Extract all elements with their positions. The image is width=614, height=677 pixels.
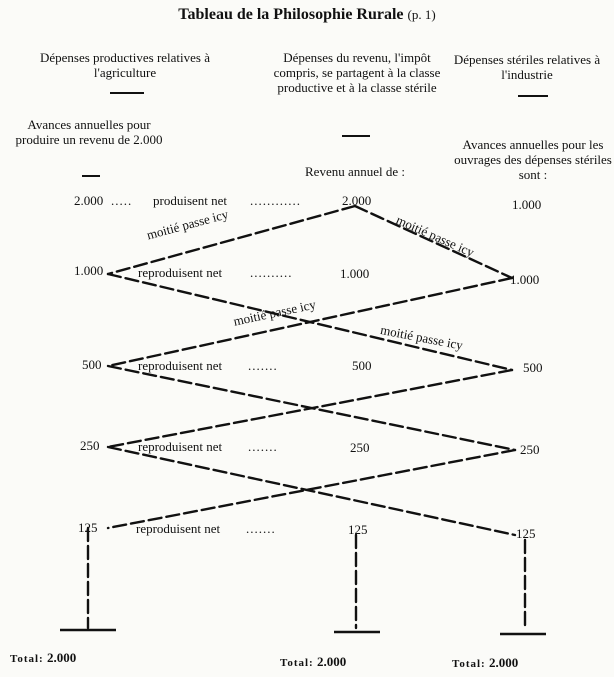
page-reference: (p. 1) xyxy=(407,7,436,22)
row-4-label: reproduisent net xyxy=(138,439,223,454)
right-column-header: Dépenses stériles relatives à l'industrie xyxy=(453,52,601,82)
left-column-header: Dépenses productives relatives à l'agriculture xyxy=(39,50,211,80)
row-3-dots: ....... xyxy=(248,358,278,373)
total-left xyxy=(10,650,76,666)
row-1-right-value: 1.000 xyxy=(512,197,542,212)
row-2-middle-value: 1.000 xyxy=(340,266,370,281)
right-column-subheader: Avances annuelles pour les ouvrages des dépenses stériles sont : xyxy=(454,137,612,182)
row-5-middle-value: 125 xyxy=(348,522,368,537)
row-4-left-value: 250 xyxy=(80,438,100,453)
row-3-right-value: 500 xyxy=(523,360,543,375)
middle-column-subheader: Revenu annuel de : xyxy=(305,164,405,179)
row-2-label: reproduisent net xyxy=(138,265,223,280)
flow-line-right250-to-left125 xyxy=(108,450,515,528)
row-3-left-value: 500 xyxy=(82,357,102,372)
row-2-right-value: 1.000 xyxy=(510,272,540,287)
row-1-label: produisent net xyxy=(153,193,228,208)
row-4-dots: ....... xyxy=(248,439,278,454)
row-2-left-value: 1.000 xyxy=(74,263,104,278)
row-5-right-value: 125 xyxy=(516,526,536,541)
middle-column-header: Dépenses du revenu, l'impôt compris, se partagent à la classe productive et à la classe stérile xyxy=(273,50,441,95)
total-middle-value: 2.000 xyxy=(316,654,347,669)
title-text: Tableau de la Philosophie Rurale xyxy=(178,6,404,23)
row-1-left-value: 2.000 xyxy=(74,193,104,208)
left-column-subheader: Avances annuelles pour produire un revenu de 2.000 xyxy=(15,117,163,147)
row-5-left-value: 125 xyxy=(78,520,98,535)
flow-line-2000-to-left1000 xyxy=(108,206,355,274)
row-1-dots-right: ............ xyxy=(250,193,301,208)
total-right-value: 2.000 xyxy=(488,655,519,670)
flow-line-right500-to-left250 xyxy=(108,370,512,447)
total-middle-key: Total: xyxy=(280,657,314,669)
flow-label-4: moitié passe icy xyxy=(379,322,465,353)
total-left-key: Total: xyxy=(10,653,44,665)
row-4-right-value: 250 xyxy=(520,442,540,457)
total-right-key: Total: xyxy=(452,658,486,670)
total-right xyxy=(452,655,518,671)
row-4-middle-value: 250 xyxy=(350,440,370,455)
total-left-value: 2.000 xyxy=(46,650,77,665)
total-middle xyxy=(280,654,346,670)
flow-line-left250-to-right125 xyxy=(108,447,515,535)
row-2-dots: .......... xyxy=(250,265,293,280)
flow-label-3: moitié passe icy xyxy=(232,296,318,329)
flow-label-1: moitié passe icy xyxy=(145,206,230,243)
row-5-label: reproduisent net xyxy=(136,521,221,536)
row-5-dots: ....... xyxy=(246,521,276,536)
flow-line-right1000-to-left500 xyxy=(108,278,512,366)
row-3-middle-value: 500 xyxy=(352,358,372,373)
flow-label-2: moitié passe icy xyxy=(393,212,477,260)
row-1-middle-value: 2.000 xyxy=(342,193,372,208)
row-3-label: reproduisent net xyxy=(138,358,223,373)
row-1-dots-left: ..... xyxy=(111,193,133,208)
